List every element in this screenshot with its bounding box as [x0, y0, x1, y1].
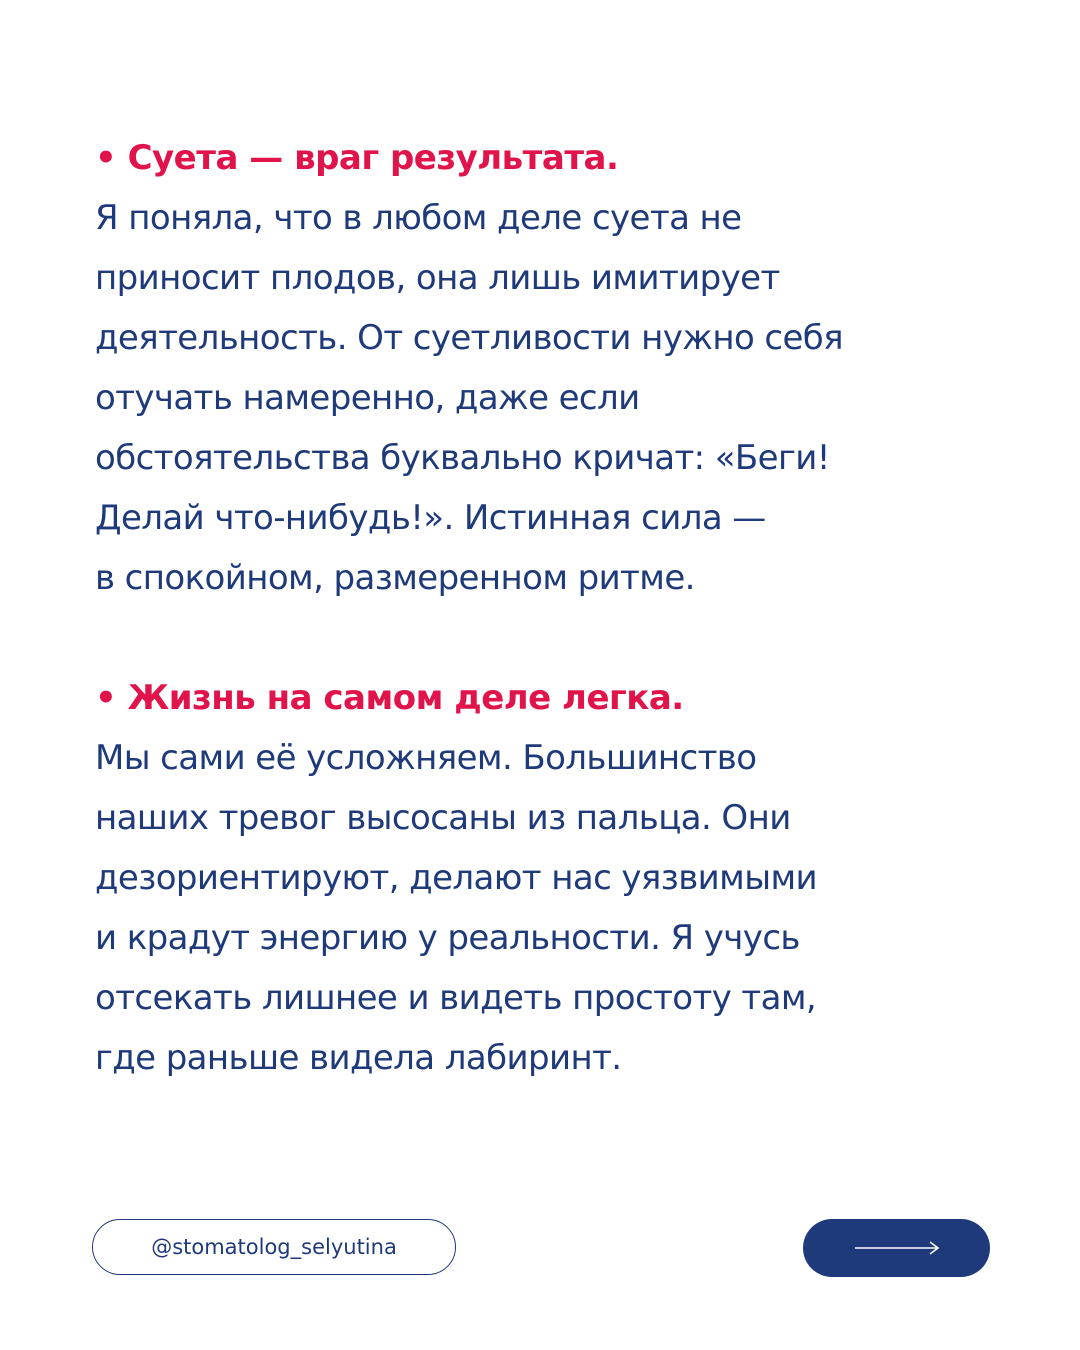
body-line: наших тревог высосаны из пальца. Они	[95, 798, 791, 838]
arrow-right-icon	[854, 1241, 940, 1255]
section-heading: • Жизнь на самом деле легка.	[95, 678, 684, 718]
account-handle-label: @stomatolog_selyutina	[151, 1235, 397, 1259]
body-line: обстоятельства буквально кричат: «Беги!	[95, 438, 830, 478]
body-line: Мы сами её усложняем. Большинство	[95, 738, 757, 778]
body-line: Делай что-нибудь!». Истинная сила —	[95, 498, 766, 538]
section-life-is-easy	[95, 668, 995, 1088]
next-slide-button[interactable]	[803, 1219, 990, 1277]
body-line: в спокойном, размеренном ритме.	[95, 558, 695, 598]
body-line: приносит плодов, она лишь имитирует	[95, 258, 780, 298]
footer	[92, 1219, 990, 1277]
body-line: деятельность. От суетливости нужно себя	[95, 318, 843, 358]
body-line: где раньше видела лабиринт.	[95, 1038, 622, 1078]
section-heading: • Суета — враг результата.	[95, 138, 619, 178]
body-line: дезориентируют, делают нас уязвимыми	[95, 858, 818, 898]
section-fuss	[95, 128, 995, 608]
body-line: Я поняла, что в любом деле суета не	[95, 198, 742, 238]
account-handle-link[interactable]	[92, 1219, 456, 1275]
post-content	[95, 128, 995, 1148]
body-line: отсекать лишнее и видеть простоту там,	[95, 978, 817, 1018]
body-line: и крадут энергию у реальности. Я учусь	[95, 918, 800, 958]
body-line: отучать намеренно, даже если	[95, 378, 640, 418]
